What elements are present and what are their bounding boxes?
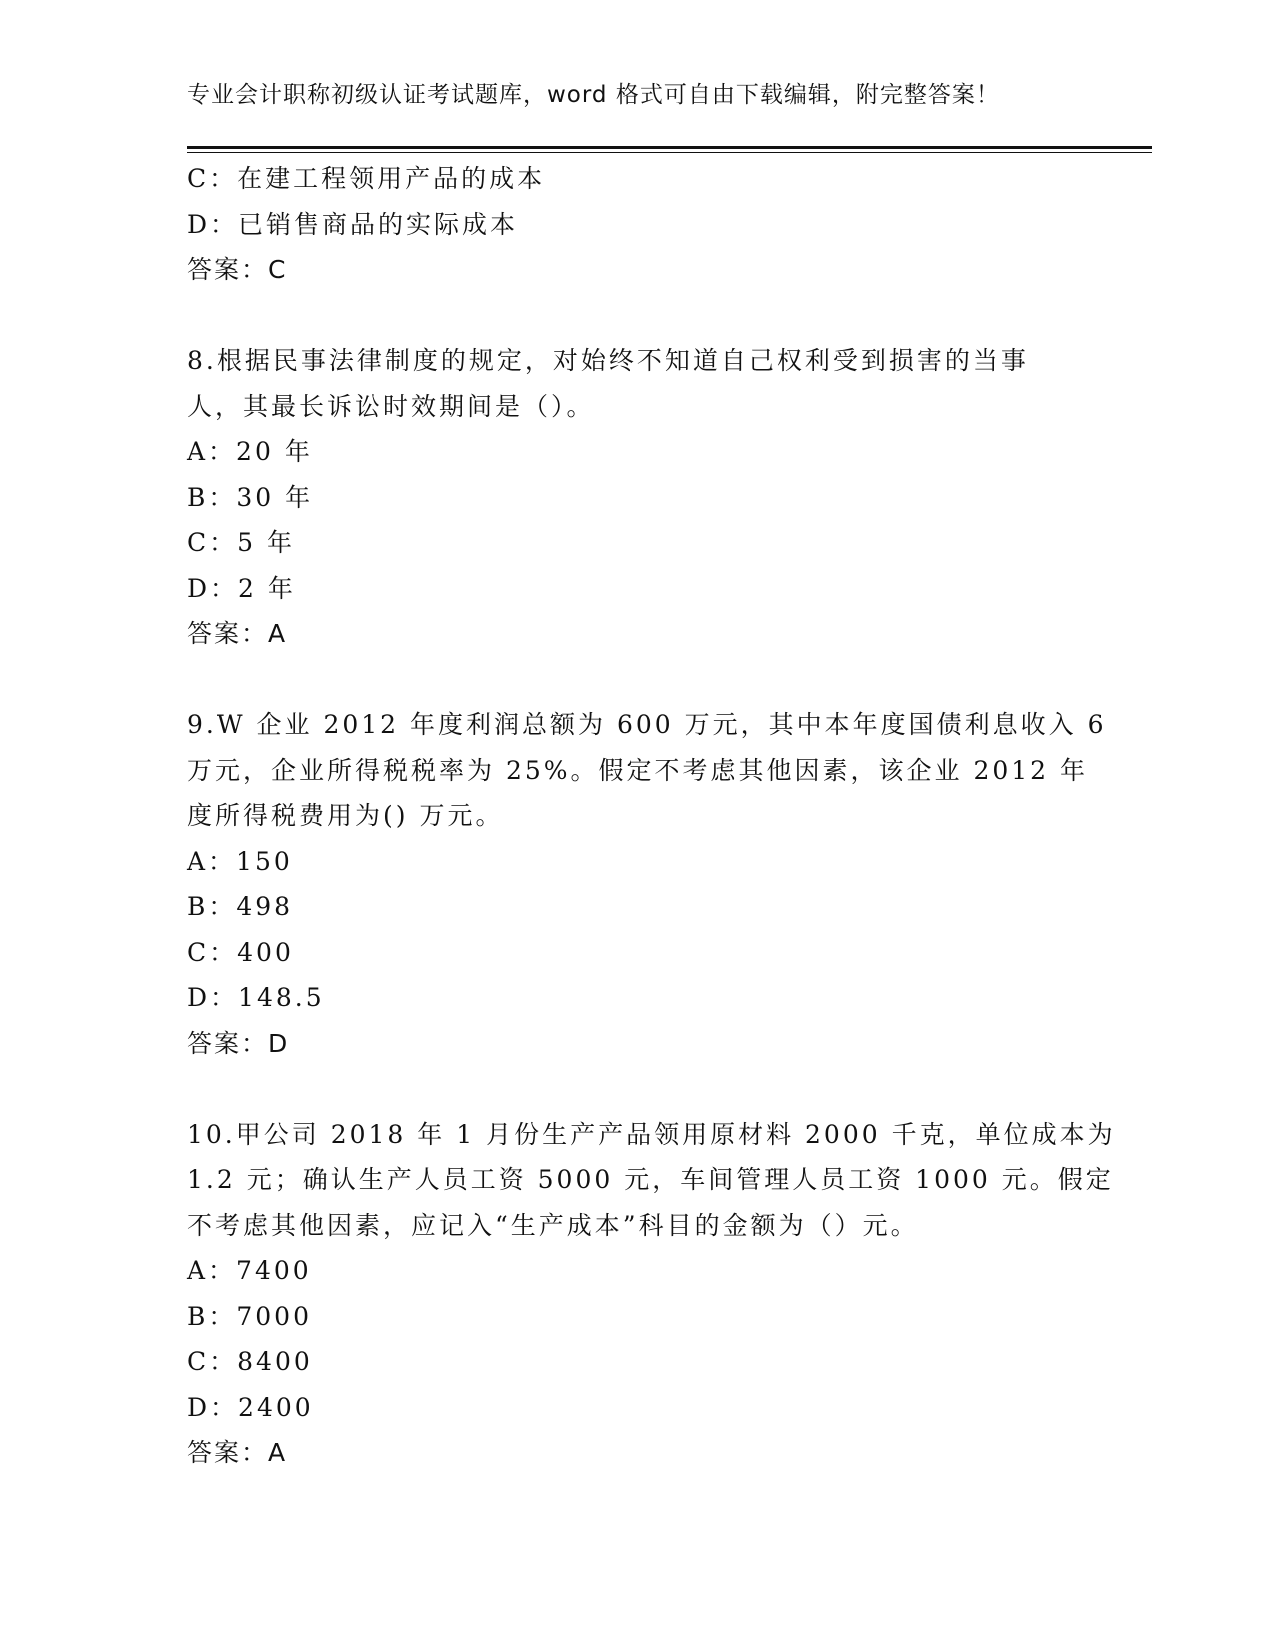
option-b: B：7000	[187, 1301, 312, 1331]
document-body	[187, 156, 1116, 1476]
option-c: C：400	[187, 937, 294, 967]
answer-line: 答案：A	[187, 619, 288, 648]
option-d: D：2400	[187, 1392, 314, 1422]
option-a: A：20 年	[187, 437, 313, 466]
option-d: D：148.5	[187, 983, 325, 1012]
page-header: 专业会计职称初级认证考试题库，word 格式可自由下载编辑，附完整答案！	[187, 82, 1000, 108]
question-stem: 万元，企业所得税税率为 25%。假定不考虑其他因素，该企业 2012 年	[187, 755, 1089, 785]
question-stem: 人，其最长诉讼时效期间是（）。	[187, 391, 595, 421]
option-c: C：8400	[187, 1347, 313, 1376]
question-stem: 10.甲公司 2018 年 1 月份生产产品领用原材料 2000 千克，单位成本为	[187, 1119, 1116, 1149]
header-rule-thick	[187, 146, 1152, 149]
option-c: C：5 年	[187, 528, 295, 557]
question-stem: 不考虑其他因素，应记入“生产成本”科目的金额为（）元。	[187, 1210, 919, 1240]
answer-line: 答案：C	[187, 255, 288, 284]
option-b: B：498	[187, 892, 294, 921]
question-stem: 9.W 企业 2012 年度利润总额为 600 万元，其中本年度国债利息收入 6	[187, 710, 1107, 739]
option-c: C：在建工程领用产品的成本	[187, 164, 546, 193]
question-8	[187, 338, 1087, 657]
option-a: A：7400	[187, 1256, 312, 1285]
header-rule-thin	[187, 152, 1152, 153]
option-d: D：2 年	[187, 573, 296, 603]
question-7-continued	[187, 156, 1087, 293]
question-9	[187, 702, 1107, 1066]
question-stem: 度所得税费用为() 万元。	[187, 801, 504, 830]
option-a: A：150	[187, 846, 293, 876]
answer-line: 答案：A	[187, 1438, 288, 1467]
answer-line: 答案：D	[187, 1028, 290, 1058]
question-10	[187, 1112, 1116, 1476]
question-stem: 1.2 元；确认生产人员工资 5000 元，车间管理人员工资 1000 元。假定	[187, 1165, 1114, 1194]
option-b: B：30 年	[187, 482, 314, 512]
question-stem: 8.根据民事法律制度的规定，对始终不知道自己权利受到损害的当事	[187, 346, 1029, 375]
option-d: D：已销售商品的实际成本	[187, 209, 519, 239]
